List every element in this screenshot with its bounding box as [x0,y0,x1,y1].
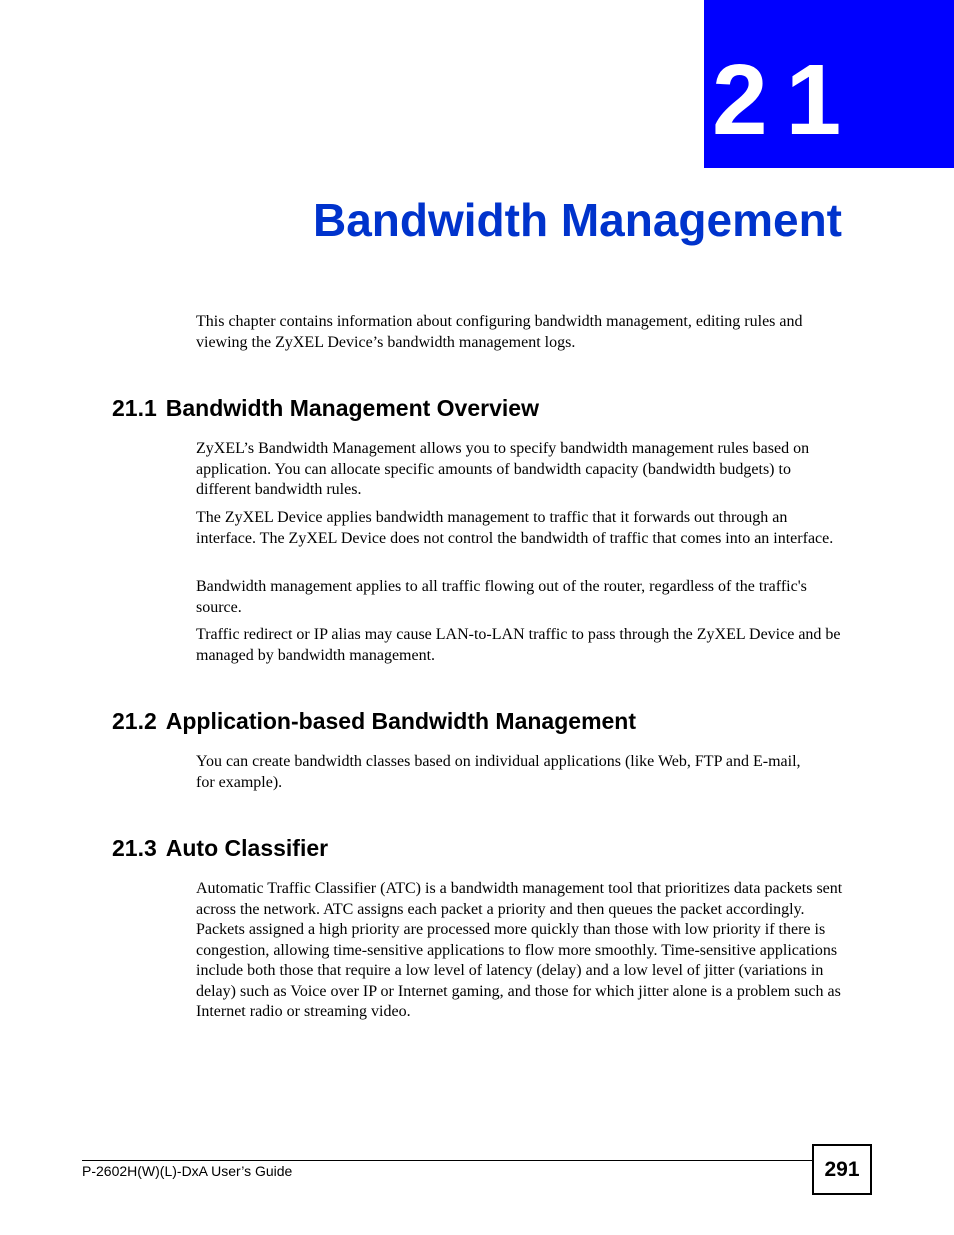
chapter-intro: This chapter contains information about configuring bandwidth management, editing rules and viewing the ZyXEL Device’s bandwidth management logs. [196,313,803,351]
section-heading-21-3 [112,834,328,862]
section-paragraph: You can create bandwidth classes based on individual applications (like Web, FTP and E-mail, for example). [196,753,801,791]
chapter-number: 21 [712,44,860,156]
section-paragraph: Bandwidth management applies to all traffic flowing out of the router, regardless of the traffic's source. [196,578,807,616]
page-number: 291 [812,1144,872,1195]
section-title: Auto Classifier [165,835,329,861]
section-number: 21.3 [112,835,157,861]
section-paragraph: Traffic redirect or IP alias may cause LAN-to-LAN traffic to pass through the ZyXEL Device and be managed by bandwidth management. [196,626,841,664]
section-title: Bandwidth Management Overview [165,395,539,421]
section-title: Application-based Bandwidth Management [165,708,637,734]
chapter-title: Bandwidth Management [312,194,842,246]
section-number: 21.1 [112,395,157,421]
section-paragraph: The ZyXEL Device applies bandwidth management to traffic that it forwards out through an interface. The ZyXEL Device does not control the bandwidth of traffic that comes into an interface. [196,509,834,547]
section-paragraph: Automatic Traffic Classifier (ATC) is a bandwidth management tool that prioritizes data packets sent across the network. ATC assigns each packet a priority and then queues the packet accordingly. Packets assigned a high priority are processed more quickly than those with low priority if there is congestion, allowing time-sensitive applications to flow more smoothly. Time-sensitive applications include both those that require a low level of latency (delay) and a low level of jitter (variations in delay) such as Voice over IP or Internet gaming, and those for which jitter alone is a problem such as Internet radio or streaming video. [196,880,843,1020]
section-heading-21-1 [112,394,539,422]
section-heading-21-2 [112,707,636,735]
section-paragraph: ZyXEL’s Bandwidth Management allows you to specify bandwidth management rules based on application. You can allocate specific amounts of bandwidth capacity (bandwidth budgets) to different bandwidth rules. [196,440,810,498]
footer-guide-name: P-2602H(W)(L)-DxA User’s Guide [82,1163,293,1179]
section-number: 21.2 [112,708,157,734]
